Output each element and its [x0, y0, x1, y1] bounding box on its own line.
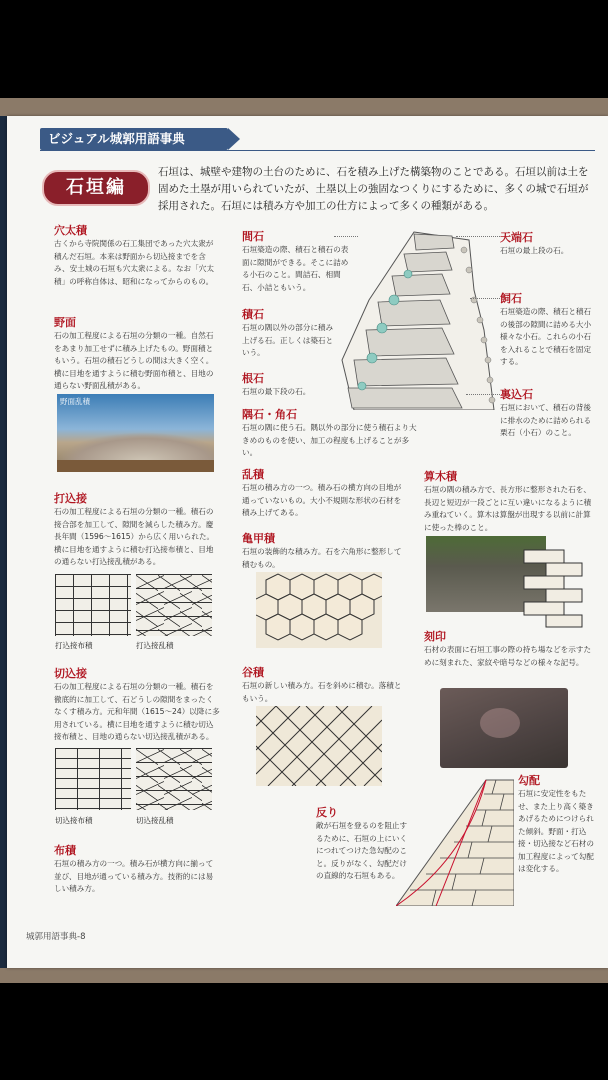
term-text-kikkozumi: 石垣の装飾的な積み方。石を六角形に整形して積むもの。 [242, 547, 402, 569]
term-text-tsumiishi: 石垣の隅以外の部分に積み上げる石。正しくは築石という。 [242, 323, 334, 357]
term-text-kokuin: 石材の表面に石垣工事の際の持ち場などを示すために刻まれた、家紋や暗号などの様々な記号。 [424, 645, 592, 667]
illust-tanizumi [256, 706, 382, 786]
term-title-ranzumi: 乱積 [242, 468, 264, 481]
illust-uchikomi-ranzumi [136, 574, 212, 636]
intro-text: 石垣は、城壁や建物の土台のために、石を積み上げた構築物のことである。石垣以前は土を固めた土塁が用いられていたが、土塁以上の強固なつくりにするために、多くの城で石垣が採用された。石垣には積み方や加工の仕方によって多くの種類がある。 [158, 166, 589, 212]
caption-kirikomi-1: 切込接布積 [55, 816, 93, 825]
illust-uchikomi-nunozumi [55, 574, 131, 636]
term-text-sangizumi: 石垣の隅の積み方で、長方形に整形された石を、長辺と短辺が一段ごとに互い違いになるように積み重ねていく。算木は算盤が出現する以前に計算に使った棒のこと。 [424, 485, 592, 532]
term-title-neishi: 根石 [242, 372, 264, 385]
term-title-tenbaishi: 天端石 [500, 231, 533, 244]
term-text-tenbaishi: 石垣の最上段の石。 [500, 246, 569, 255]
photo-caption-nozura: 野面乱積 [60, 397, 90, 406]
term-text-uragomeishi: 石垣において、積石の背後に排水のために詰められる栗石（小石）のこと。 [500, 403, 592, 437]
photo-nozura-ranzumi [57, 394, 214, 472]
illust-kirikomi-nunozumi [55, 748, 131, 810]
leader-kaiishi [470, 298, 500, 299]
term-text-maishi: 石垣築造の際、積石と積石の表面に隙間ができる。そこに詰める小石のこと。間詰石、相間石、小詰ともいう。 [242, 245, 349, 292]
leader-tenbaishi [456, 236, 500, 237]
term-text-kirikomi: 石の加工程度による石垣の分類の一種。積石を徹底的に加工して、石どうしの隙間をまったくなくす積み方。元和年間（1615～24）以降に多用されている。横に目地を通すように積む切込接布積と、目地の通らない切込接乱積がある。 [54, 682, 220, 741]
header-rule [40, 150, 595, 151]
term-text-ranzumi: 石垣の積み方の一つ。積み石の横方向の目地が通っていないもの。大小不規則な形状の石材を積み上げてある。 [242, 483, 402, 517]
illust-sangizumi [522, 548, 584, 628]
illust-kikkozumi [256, 572, 382, 648]
term-text-nozura: 石の加工程度による石垣の分類の一種。自然石をあまり加工せずに積み上げたもの。野面積ともいう。石垣の積石どうしの間は大きく空く。横に目地を通すように積む野面布積と、目地の通らない野面乱積がある。 [54, 331, 214, 390]
photo-kokuin [440, 688, 568, 768]
term-title-uragomeishi: 裏込石 [500, 388, 533, 401]
illust-kirikomi-ranzumi [136, 748, 212, 810]
term-title-koubai: 勾配 [518, 774, 540, 787]
section-title: 石垣編 [42, 170, 150, 206]
term-title-anaouzumi: 穴太積 [54, 224, 87, 237]
term-title-maishi: 間石 [242, 230, 264, 243]
term-title-nozura: 野面 [54, 316, 76, 329]
book-spine [0, 116, 7, 968]
term-text-koubai: 石垣に安定性をもたせ、また上り高く築きあげるためにつけられた傾斜。野面・打込接・切込接など石材の加工程度によって勾配は変化する。 [518, 789, 594, 873]
caption-uchikomi-1: 打込接布積 [55, 641, 93, 650]
term-title-kikkozumi: 亀甲積 [242, 532, 275, 545]
leader-uragomeishi [466, 394, 500, 395]
term-text-neishi: 石垣の最下段の石。 [242, 387, 311, 396]
term-text-nunozumi: 石垣の積み方の一つ。積み石が横方向に揃って並び、目地が通っている積み方。技術的には易しい積み方。 [54, 859, 214, 893]
term-title-sumiishi: 隅石・角石 [242, 408, 297, 421]
caption-uchikomi-2: 打込接乱積 [136, 641, 174, 650]
term-text-sumiishi: 石垣の隅に使う石。隅以外の部分に使う積石より大きめのものを使い、加工の程度も上げることが多い。 [242, 423, 417, 457]
term-text-anaouzumi: 古くから寺院関係の石工集団であった穴太衆が積んだ石垣。本来は野面から切込接までを含み、安土城の石垣も穴太衆による。なお「穴太積」の呼称自体は、昭和になってからのもの。 [54, 239, 214, 286]
term-text-uchikomi: 石の加工程度による石垣の分類の一種。積石の接合部を加工して、隙間を減らした積み方。慶長年間（1596～1615）から広く用いられた。横に目地を通すように積む打込接布積と、目地の通らない打込接乱積がある。 [54, 507, 215, 566]
term-title-tsumiishi: 積石 [242, 308, 264, 321]
illust-sori-koubai [396, 778, 514, 906]
term-title-kaiishi: 飼石 [500, 292, 522, 305]
term-title-uchikomi: 打込接 [54, 492, 87, 505]
term-title-sori: 反り [316, 806, 338, 819]
caption-kirikomi-2: 切込接乱積 [136, 816, 174, 825]
page-footer: 城郭用語事典-8 [26, 932, 86, 942]
term-title-kirikomi: 切込接 [54, 667, 87, 680]
term-text-sori: 敵が石垣を登るのを阻止するために、石垣の上にいくにつれてつけた急勾配のこと。反りがなく、勾配だけの直線的な石垣もある。 [316, 821, 408, 880]
term-text-kaiishi: 石垣築造の際、積石と積石の後部の隙間に詰める大小様々な小石。これらの小石を入れることで積石を固定する。 [500, 307, 592, 366]
term-text-tanizumi: 石垣の新しい積み方。石を斜めに積む。落積ともいう。 [242, 681, 402, 703]
header-band: ビジュアル城郭用語事典 [40, 128, 228, 150]
illust-wall-cross-section [334, 230, 502, 410]
term-title-kokuin: 刻印 [424, 630, 446, 643]
term-title-sangizumi: 算木積 [424, 470, 457, 483]
term-title-nunozumi: 布積 [54, 844, 76, 857]
leader-maishi [334, 236, 358, 237]
term-title-tanizumi: 谷積 [242, 666, 264, 679]
